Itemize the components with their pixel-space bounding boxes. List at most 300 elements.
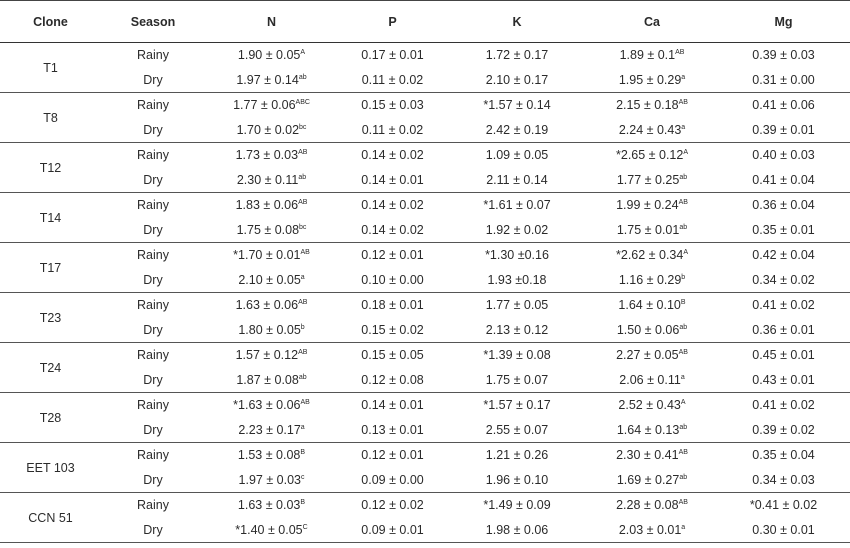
p-cell-value: 0.12 ± 0.01	[361, 248, 424, 263]
n-cell-significance: B	[300, 499, 306, 507]
mg-cell-value: 0.39 ± 0.02	[752, 422, 815, 437]
ca-cell	[587, 343, 717, 368]
p-cell	[338, 168, 447, 193]
k-cell-value: *1.30 ±0.16	[485, 248, 549, 263]
season-cell	[101, 118, 205, 143]
ca-cell-significance: B	[680, 299, 686, 307]
season-cell-value: Rainy	[137, 298, 169, 313]
mg-cell	[717, 518, 850, 543]
ca-cell-value: 2.15 ± 0.18	[616, 98, 679, 113]
k-cell	[447, 518, 587, 543]
ca-cell	[587, 268, 717, 293]
k-cell-value: 2.13 ± 0.12	[485, 322, 549, 337]
clone-cell: T14	[0, 193, 101, 243]
ca-cell-significance: b	[681, 273, 686, 281]
k-cell-value: *1.39 ± 0.08	[483, 348, 551, 363]
p-cell-value: 0.14 ± 0.02	[361, 198, 424, 213]
table-row	[0, 418, 850, 443]
season-cell	[101, 43, 205, 68]
season-cell-value: Dry	[143, 72, 163, 87]
p-cell	[338, 343, 447, 368]
k-cell-value: 2.10 ± 0.17	[485, 72, 549, 87]
mg-cell-value: 0.36 ± 0.01	[752, 322, 815, 337]
ca-cell	[587, 143, 717, 168]
season-cell-value: Rainy	[137, 148, 169, 163]
ca-cell-significance: a	[681, 523, 686, 531]
season-cell-value: Rainy	[137, 98, 169, 113]
season-cell	[101, 168, 205, 193]
mg-cell-value: 0.41 ± 0.02	[752, 298, 815, 313]
ca-cell-value: 1.99 ± 0.24	[616, 198, 679, 213]
n-cell-value: 1.87 ± 0.08	[236, 372, 299, 387]
n-cell-value: 1.80 ± 0.05	[238, 322, 301, 337]
mg-cell	[717, 243, 850, 268]
n-cell-value: 1.77 ± 0.06	[233, 98, 296, 113]
ca-cell-significance: a	[681, 73, 686, 81]
p-cell-value: 0.12 ± 0.01	[361, 448, 424, 463]
p-cell-value: 0.11 ± 0.02	[361, 72, 424, 87]
k-cell-value: 2.11 ± 0.14	[486, 172, 548, 187]
n-cell-significance: ab	[298, 373, 307, 381]
p-cell	[338, 43, 447, 68]
k-cell-value: *1.49 ± 0.09	[483, 498, 551, 513]
clone-cell: T8	[0, 93, 101, 143]
p-cell-value: 0.11 ± 0.02	[361, 122, 424, 137]
header-season: Season	[101, 1, 205, 43]
p-cell-value: 0.09 ± 0.00	[361, 472, 424, 487]
p-cell-value: 0.15 ± 0.02	[361, 322, 424, 337]
p-cell	[338, 218, 447, 243]
n-cell	[205, 393, 338, 418]
mg-cell-value: 0.39 ± 0.03	[752, 48, 815, 63]
ca-cell-value: 1.89 ± 0.1	[619, 48, 676, 63]
k-cell-value: 2.55 ± 0.07	[485, 422, 549, 437]
n-cell	[205, 243, 338, 268]
mg-cell	[717, 43, 850, 68]
season-cell-value: Rainy	[137, 448, 169, 463]
season-cell	[101, 518, 205, 543]
mg-cell-value: 0.36 ± 0.04	[752, 198, 815, 213]
ca-cell-significance: AB	[678, 99, 688, 107]
mg-cell-value: 0.30 ± 0.01	[752, 522, 815, 537]
clone-cell: T12	[0, 143, 101, 193]
clone-cell: T1	[0, 43, 101, 93]
n-cell	[205, 293, 338, 318]
p-cell	[338, 493, 447, 518]
ca-cell	[587, 168, 717, 193]
ca-cell-value: 1.95 ± 0.29	[618, 72, 682, 87]
ca-cell-significance: AB	[678, 499, 688, 507]
n-cell	[205, 168, 338, 193]
n-cell-significance: ab	[298, 173, 307, 181]
n-cell	[205, 143, 338, 168]
season-cell-value: Dry	[143, 422, 163, 437]
n-cell	[205, 518, 338, 543]
p-cell	[338, 243, 447, 268]
table-row	[0, 268, 850, 293]
header-clone: Clone	[0, 1, 101, 43]
k-cell	[447, 218, 587, 243]
ca-cell-significance: ab	[679, 473, 688, 481]
ca-cell-significance: A	[683, 149, 688, 157]
table-row	[0, 93, 850, 118]
p-cell-value: 0.13 ± 0.01	[361, 422, 424, 437]
p-cell	[338, 193, 447, 218]
n-cell-value: 2.10 ± 0.05	[238, 272, 301, 287]
table-row	[0, 368, 850, 393]
p-cell-value: 0.14 ± 0.02	[361, 148, 424, 163]
n-cell	[205, 318, 338, 343]
p-cell	[338, 318, 447, 343]
ca-cell	[587, 68, 717, 93]
p-cell-value: 0.14 ± 0.01	[361, 398, 424, 413]
table-row	[0, 218, 850, 243]
mg-cell	[717, 318, 850, 343]
season-cell	[101, 218, 205, 243]
season-cell-value: Rainy	[137, 348, 169, 363]
ca-cell-significance: A	[680, 399, 686, 407]
p-cell	[338, 293, 447, 318]
n-cell-significance: ABC	[295, 99, 310, 107]
season-cell	[101, 443, 205, 468]
mg-cell	[717, 493, 850, 518]
n-cell	[205, 218, 338, 243]
mg-cell	[717, 193, 850, 218]
n-cell	[205, 118, 338, 143]
k-cell	[447, 93, 587, 118]
k-cell	[447, 393, 587, 418]
k-cell	[447, 168, 587, 193]
mg-cell	[717, 118, 850, 143]
season-cell	[101, 243, 205, 268]
ca-cell-value: 1.75 ± 0.01	[616, 222, 680, 237]
season-cell-value: Dry	[143, 172, 163, 187]
p-cell-value: 0.15 ± 0.05	[361, 348, 424, 363]
p-cell-value: 0.14 ± 0.01	[361, 172, 424, 187]
n-cell-significance: AB	[300, 249, 310, 257]
header-p: P	[338, 1, 447, 43]
ca-cell	[587, 418, 717, 443]
table-row	[0, 68, 850, 93]
ca-cell	[587, 43, 717, 68]
n-cell-value: 1.97 ± 0.03	[238, 472, 301, 487]
season-cell	[101, 293, 205, 318]
k-cell	[447, 318, 587, 343]
n-cell-significance: A	[300, 49, 306, 57]
ca-cell-significance: AB	[675, 49, 685, 57]
table-row	[0, 293, 850, 318]
mg-cell-value: 0.34 ± 0.03	[752, 472, 815, 487]
ca-cell-value: 2.03 ± 0.01	[618, 522, 682, 537]
mg-cell	[717, 268, 850, 293]
n-cell-significance: AB	[298, 349, 308, 357]
mg-cell	[717, 368, 850, 393]
n-cell	[205, 368, 338, 393]
n-cell-significance: a	[300, 423, 305, 431]
k-cell-value: 1.77 ± 0.05	[485, 298, 549, 313]
n-cell-value: 1.63 ± 0.06	[235, 298, 299, 313]
k-cell	[447, 193, 587, 218]
k-cell	[447, 368, 587, 393]
table-row	[0, 118, 850, 143]
n-cell-value: *1.70 ± 0.01	[233, 248, 301, 263]
table-row	[0, 493, 850, 518]
k-cell-value: 1.96 ± 0.10	[485, 472, 549, 487]
ca-cell	[587, 293, 717, 318]
season-cell	[101, 93, 205, 118]
ca-cell	[587, 243, 717, 268]
mg-cell-value: 0.43 ± 0.01	[752, 372, 815, 387]
n-cell-value: 1.83 ± 0.06	[235, 198, 299, 213]
k-cell	[447, 468, 587, 493]
n-cell	[205, 343, 338, 368]
p-cell	[338, 368, 447, 393]
ca-cell	[587, 318, 717, 343]
n-cell-value: 1.97 ± 0.14	[236, 72, 299, 87]
n-cell-value: *1.40 ± 0.05	[235, 522, 303, 537]
mg-cell	[717, 68, 850, 93]
n-cell	[205, 493, 338, 518]
mg-cell	[717, 393, 850, 418]
season-cell	[101, 368, 205, 393]
n-cell	[205, 443, 338, 468]
ca-cell-value: 1.64 ± 0.13	[616, 422, 680, 437]
mg-cell-value: *0.41 ± 0.02	[749, 498, 818, 513]
header-n: N	[205, 1, 338, 43]
ca-cell	[587, 468, 717, 493]
table-row	[0, 43, 850, 68]
mg-cell	[717, 143, 850, 168]
n-cell-significance: b	[300, 323, 305, 331]
header-k: K	[447, 1, 587, 43]
n-cell-value: 1.57 ± 0.12	[235, 348, 299, 363]
k-cell	[447, 343, 587, 368]
ca-cell-significance: ab	[679, 223, 688, 231]
n-cell-significance: B	[300, 449, 306, 457]
table-row	[0, 168, 850, 193]
n-cell-significance: AB	[298, 299, 308, 307]
ca-cell	[587, 393, 717, 418]
n-cell-significance: bc	[299, 223, 307, 231]
n-cell	[205, 43, 338, 68]
p-cell	[338, 518, 447, 543]
ca-cell-value: 1.16 ± 0.29	[618, 272, 682, 287]
ca-cell	[587, 518, 717, 543]
k-cell	[447, 443, 587, 468]
season-cell-value: Dry	[143, 522, 163, 537]
k-cell-value: *1.57 ± 0.14	[483, 98, 551, 113]
mg-cell-value: 0.40 ± 0.03	[752, 148, 815, 163]
mg-cell	[717, 443, 850, 468]
season-cell-value: Dry	[143, 322, 163, 337]
p-cell-value: 0.09 ± 0.01	[361, 522, 424, 537]
season-cell-value: Rainy	[137, 398, 169, 413]
ca-cell-value: 1.77 ± 0.25	[616, 172, 680, 187]
n-cell-significance: AB	[298, 149, 308, 157]
p-cell-value: 0.12 ± 0.02	[361, 498, 424, 513]
table-row	[0, 318, 850, 343]
season-cell	[101, 143, 205, 168]
season-cell-value: Rainy	[137, 248, 169, 263]
ca-cell-significance: AB	[678, 449, 688, 457]
n-cell-significance: bc	[299, 123, 307, 131]
season-cell	[101, 68, 205, 93]
n-cell-significance: ab	[298, 73, 307, 81]
p-cell-value: 0.15 ± 0.03	[361, 98, 424, 113]
season-cell	[101, 493, 205, 518]
ca-cell-value: 1.69 ± 0.27	[616, 472, 680, 487]
season-cell-value: Dry	[143, 472, 163, 487]
ca-cell	[587, 193, 717, 218]
k-cell-value: *1.61 ± 0.07	[483, 198, 551, 213]
table-row	[0, 193, 850, 218]
p-cell	[338, 443, 447, 468]
n-cell-significance: c	[300, 473, 305, 481]
ca-cell-value: 1.64 ± 0.10	[618, 298, 681, 313]
mg-cell-value: 0.41 ± 0.06	[752, 98, 815, 113]
n-cell	[205, 193, 338, 218]
n-cell-value: 1.63 ± 0.03	[237, 498, 301, 513]
clone-cell: EET 103	[0, 443, 101, 493]
ca-cell-significance: ab	[679, 173, 688, 181]
p-cell-value: 0.14 ± 0.02	[361, 222, 424, 237]
k-cell	[447, 268, 587, 293]
p-cell-value: 0.18 ± 0.01	[361, 298, 424, 313]
k-cell-value: 1.72 ± 0.17	[485, 48, 549, 63]
k-cell-value: 1.21 ± 0.26	[485, 448, 549, 463]
ca-cell-value: *2.65 ± 0.12	[616, 148, 684, 163]
k-cell	[447, 118, 587, 143]
header-ca: Ca	[587, 1, 717, 43]
season-cell	[101, 268, 205, 293]
k-cell	[447, 418, 587, 443]
p-cell	[338, 393, 447, 418]
p-cell-value: 0.12 ± 0.08	[361, 372, 424, 387]
ca-cell	[587, 368, 717, 393]
mg-cell	[717, 418, 850, 443]
n-cell-value: 1.70 ± 0.02	[236, 122, 300, 137]
mg-cell-value: 0.41 ± 0.04	[752, 172, 815, 187]
mg-cell	[717, 168, 850, 193]
ca-cell-value: 2.24 ± 0.43	[618, 122, 682, 137]
clone-cell: CCN 51	[0, 493, 101, 543]
p-cell-value: 0.10 ± 0.00	[361, 272, 424, 287]
n-cell-significance: C	[302, 523, 308, 531]
n-cell-significance: AB	[298, 199, 308, 207]
p-cell	[338, 468, 447, 493]
season-cell	[101, 318, 205, 343]
season-cell-value: Dry	[143, 222, 163, 237]
k-cell-value: 1.09 ± 0.05	[485, 148, 549, 163]
p-cell	[338, 93, 447, 118]
k-cell	[447, 143, 587, 168]
k-cell-value: 1.93 ±0.18	[487, 272, 547, 287]
n-cell	[205, 68, 338, 93]
season-cell-value: Dry	[143, 272, 163, 287]
mg-cell	[717, 468, 850, 493]
k-cell	[447, 43, 587, 68]
ca-cell	[587, 218, 717, 243]
ca-cell-value: 2.30 ± 0.41	[616, 448, 679, 463]
season-cell-value: Rainy	[137, 498, 169, 513]
k-cell-value: 1.98 ± 0.06	[485, 522, 549, 537]
n-cell-value: 2.30 ± 0.11	[236, 172, 299, 187]
p-cell-value: 0.17 ± 0.01	[361, 48, 424, 63]
ca-cell	[587, 93, 717, 118]
ca-cell-significance: AB	[678, 199, 688, 207]
mg-cell	[717, 218, 850, 243]
ca-cell-significance: a	[680, 373, 685, 381]
k-cell-value: 2.42 ± 0.19	[485, 122, 549, 137]
n-cell-significance: a	[300, 273, 305, 281]
table-row	[0, 343, 850, 368]
clone-cell: T17	[0, 243, 101, 293]
header-mg: Mg	[717, 1, 850, 43]
ca-cell-value: 2.52 ± 0.43	[618, 398, 681, 413]
n-cell-value: 1.73 ± 0.03	[235, 148, 299, 163]
season-cell	[101, 468, 205, 493]
n-cell-value: 1.75 ± 0.08	[236, 222, 300, 237]
ca-cell-significance: AB	[678, 349, 688, 357]
mg-cell	[717, 293, 850, 318]
k-cell-value: *1.57 ± 0.17	[483, 398, 551, 413]
table-row	[0, 468, 850, 493]
season-cell	[101, 418, 205, 443]
mg-cell-value: 0.42 ± 0.04	[752, 248, 815, 263]
mg-cell-value: 0.35 ± 0.04	[752, 448, 815, 463]
k-cell	[447, 293, 587, 318]
ca-cell	[587, 443, 717, 468]
mg-cell-value: 0.45 ± 0.01	[752, 348, 815, 363]
table-row	[0, 393, 850, 418]
ca-cell-significance: a	[681, 123, 686, 131]
n-cell-value: 2.23 ± 0.17	[238, 422, 301, 437]
table-row	[0, 443, 850, 468]
mg-cell	[717, 93, 850, 118]
ca-cell-significance: A	[683, 249, 688, 257]
p-cell	[338, 68, 447, 93]
season-cell	[101, 193, 205, 218]
n-cell-value: 1.90 ± 0.05	[237, 48, 301, 63]
ca-cell-value: 2.06 ± 0.11	[619, 372, 681, 387]
n-cell-significance: AB	[300, 399, 310, 407]
ca-cell-value: 2.28 ± 0.08	[616, 498, 679, 513]
k-cell-value: 1.92 ± 0.02	[485, 222, 549, 237]
n-cell	[205, 93, 338, 118]
p-cell	[338, 118, 447, 143]
table-row	[0, 243, 850, 268]
clone-cell: T28	[0, 393, 101, 443]
mg-cell-value: 0.34 ± 0.02	[752, 272, 815, 287]
n-cell	[205, 268, 338, 293]
ca-cell-significance: ab	[679, 423, 688, 431]
ca-cell-value: 1.50 ± 0.06	[616, 322, 680, 337]
table-header	[0, 1, 850, 43]
n-cell-value: *1.63 ± 0.06	[233, 398, 301, 413]
ca-cell	[587, 118, 717, 143]
p-cell	[338, 143, 447, 168]
n-cell	[205, 418, 338, 443]
season-cell-value: Rainy	[137, 48, 169, 63]
ca-cell-value: *2.62 ± 0.34	[616, 248, 684, 263]
table-row	[0, 518, 850, 543]
clone-cell: T23	[0, 293, 101, 343]
k-cell	[447, 243, 587, 268]
mg-cell-value: 0.35 ± 0.01	[752, 222, 815, 237]
p-cell	[338, 268, 447, 293]
n-cell-value: 1.53 ± 0.08	[237, 448, 301, 463]
ca-cell-value: 2.27 ± 0.05	[616, 348, 679, 363]
